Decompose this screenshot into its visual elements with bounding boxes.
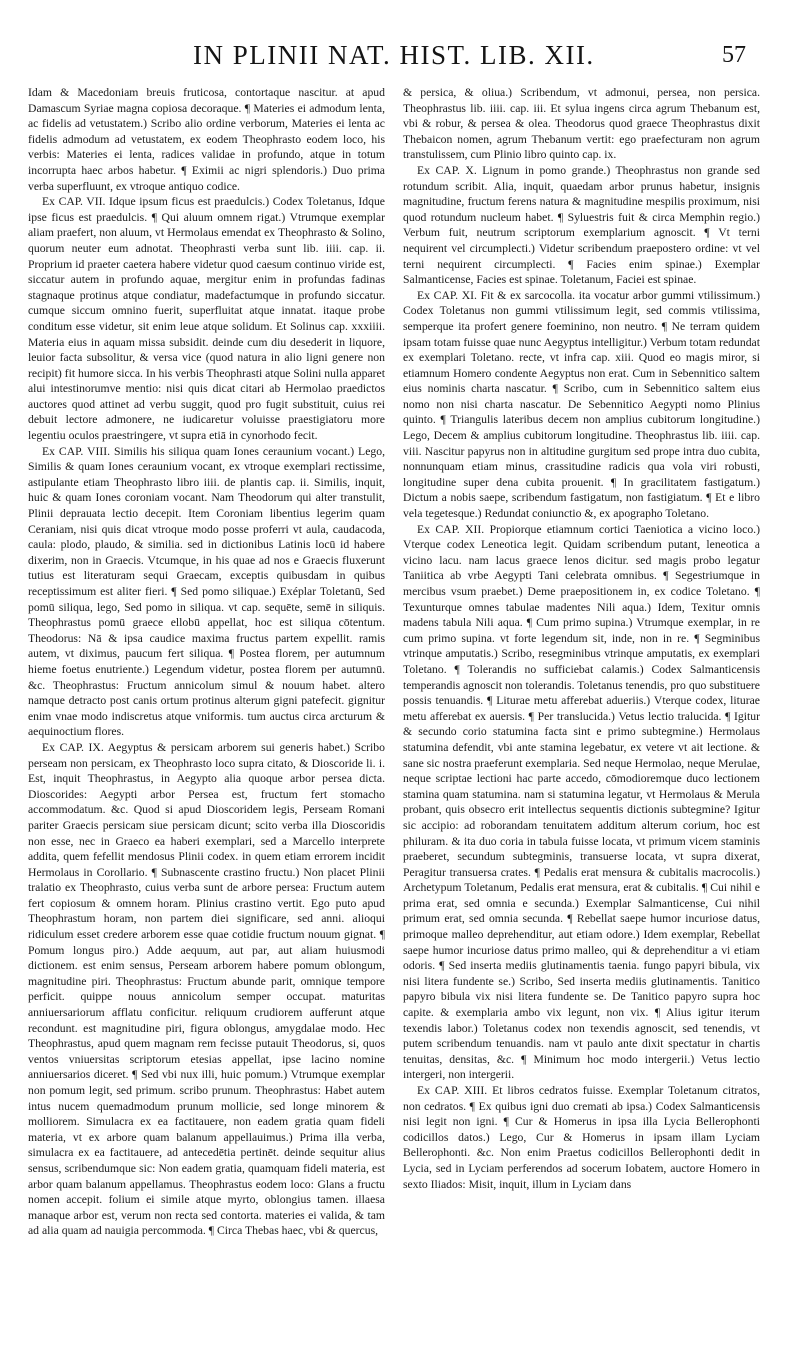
right-column [403, 85, 760, 1350]
page-header [28, 0, 760, 79]
paragraph: Idam & Macedoniam breuis fruticosa, contortaque nascitur. at apud Damascum Syriae magna copiosa decoraque. ¶ Materies ei admodum lenta, ac fidelis ad vetustatem.) Scribo alio ordine verborum, Materies ei lenta ac fidelis admodum ad vetustatem, ex eodem Theophrasto eodem loco, his verbis: Materies ei lenta, radices validae in profundo, atque in totum incorrupta haec arbos habetur. ¶ Eximii ac nigri splendoris.) Duo prima verba superfluunt, ex vtroque antiquo codice. [28, 86, 385, 193]
left-column [28, 85, 385, 1350]
paragraph-cap-xii: Ex CAP. XII. Propiorque etiamnum cortici Taeniotica a vicino loco.) Vterque codex Leneotica legit. Quidam scribendum putant, leneotica a vicino lacu. nam lacus graece lenos dicitur. sed magis probo legatur Taniitica ab vrbe Aegypti Tani celebrata omnibus. ¶ Segestriumque in mercibus vsum praebet.) Deme praepositionem in, ex codice Toletano. ¶ Texunturque omnes tabulae madentes Nili aqua.) Idem, Texitur omnis madens tabula Nili aqua. ¶ Cum primo supina.) Vtrumque exemplar, in re cum primo supina. vt forte legendum sit, inde, non in re. ¶ Segminibus vtrinque amputatis.) Scribo, resegminibus vtrinque amputatis, ex exemplari Toletano. ¶ Tolerandis no sufficiebat calamis.) Codex Salmanticensis temperandis agnoscit non tolerandis. Toletanus tenendis, pro quo substituere possis tenuandis. ¶ Liturae metu afferebat adueriis.) Vterque codex, liturae metu afferebat ex auersis. ¶ Per translucida.) Vetus lectio tralucida. ¶ Igitur & secundo corio statumina facta sint e primo subtegmine.) Hermolaus statumina defendit, vbi ante stamina legebatur, ex vetere vt ait lectione. & sane sic nostra praeferunt exemplaria. Sed neque Hermolao, neque Merulae, neque scriptae lectioni hac parte accedo, cōmodioremque duco lectionem stamina quam statumina. nam si statumina legatur, vt Hermolaus & Merula probant, quis obsecro erit intellectus sequentis dictionis subtegmine? Igitur sic accipio: ad roborandam tenuitatem additum alterum corium, hoc est philuram. & ita duo coria in tabula fuisse locata, vt primum vicem staminis praeberet, secundum subtegminis, transuerse locata, vt supra dixerat, Peragitur transuersa crates. ¶ Pedalis erat mensura & cubitalis macrocolis.) Archetypum Toletanum, Pedalis erat mensura, erat & cubitalis. ¶ Cui nihil e prima erat, sed omnia e secunda.) Exemplar Salmanticense, Cui nihil primum erat, sed omnia secunda. ¶ Rebellat saepe humor incuriose datus, primoque malleo deprehenditur, aut etiam odore.) Idem exemplar, Rebellat saepe humor incuriose datus primo malleo, qui & deprehenditur a vi etiam odoris. ¶ Sed inserta mediis glutinamentis taenia. fungo papyri bibula, vix nisi litera fundente se.) Scribo, Sed inserta mediis glutinamentis. Tanitico papyro bibula vix nisi litera fundente se. De Tanitico papyro supra hoc capite. & exemplaria ambo vix legunt, non vix. ¶ Alius igitur iterum texendis labor.) Toletanus codex non texendis agnoscit, sed tenendis, vt putem scribendum tenuandis. nam vt paulo ante dixit spectatur in chartis tenuitas, densitas, &c. ¶ Minimum hoc modo intergerii.) Vetus lectio intergeri, non intergerii. [403, 522, 760, 1082]
running-head: IN PLINII NAT. HIST. LIB. XII. [193, 40, 595, 70]
text-columns [28, 85, 760, 1350]
paragraph-cap-xi: Ex CAP. XI. Fit & ex sarcocolla. ita vocatur arbor gummi vtilissimum.) Codex Toletanus non gummi vtilissimum legit, sed commis vtilissima, semperque ita profert genere foeminino, non neutro. ¶ Ne terram quidem ipsam totam fuisse quae nunc Aegyptus intelligitur.) Verbum totam redundat ex exemplari Toletano. recte, vt infra cap. xiii. Quod eo magis miror, si etiamnum Homero condente Aegyptus non erat. Cum in Sebennitico saltem eius nominis charta nascatur. ¶ Scribo, cum in Sebennitico saltem eius nomo non nisi charta nascatur. De Sebennitico Aegypti nomo Plinius quinto. ¶ Triangulis lateribus decem non amplius cubitorum longitudine.) Lego, Decem & amplius cubitorum longitudine. Theophrastus lib. iiii. cap. viii. Nascitur papyrus non in altitudine gurgitum sed prope intra duo cubita, nonnunquam etiam minus, crassitudine radicis qua vola viri robusti, longitudine super dena cubita prouenit. ¶ In gracilitatem fastigatum.) Dictum a nobis saepe, scribendum fastigatum, non fastigiatum. ¶ Et e libro vela tegetesque.) Redundat coniunctio &, ex apographo Toletano. [403, 288, 760, 521]
paragraph-cap-viii: Ex CAP. VIII. Similis his siliqua quam Iones ceraunium vocant.) Lego, Similis & quam Iones ceraunium vocant, ex vtroque exemplari rectissime, astipulante etiam Theophrasto libro iiii. de plantis cap. ii. Similis, inquit, huic & quam Iones coroniam vocant. Nam Theodorum qui alter transtulit, Plinii deprauata lectio decepit. Item Coroniam libentius legerim quam Ceraniam, nisi quis dicat vtroque modo posse proferri vt aula, caudacoda, caula: plodo, plaudo, & similia. sed in dictionibus Latinis locū id habere dixerim, non in Graecis. Vtcumque, in his quae ad nos e Graecis fluxerunt tutius est literaturam sequi Graecam, exceptis quibusdam in quibus receptissimum est aliter fieri. ¶ Sed pomo siliquae.) Exéplar Toletanū, Sed pomū siliqua, lego, Sed pomo in siliqua. vt cap. sequēte, semē in siliquis. Theophrastus pomū graece ellobū appellat, hoc est siliqua cōtentum. Theodorus: Nā & ipsa caudice maxima fructus partem expellit. ramis autem, vt diximus, paucum fert siliqua. ¶ Postea florem, per autumnum hieme foetus enutriente.) Legendum videtur, postea florem per autumnū. &c. Theophrastus: Fructum annicolum simul & nouum habet. altero namque detracto post canis ortum protinus alterum gigni patefecit. gignitur enim vnae modo indiscretus atque vniformis. tum auctus circa arcturum & aequinoctium flores. [28, 444, 385, 739]
paragraph-cap-xiii: Ex CAP. XIII. Et libros cedratos fuisse. Exemplar Toletanum citratos, non cedratos. ¶ Ex quibus igni duo cremati ab ipsa.) Codex Salmanticensis nisi legit non igni. ¶ Cur & Homerus in ipsa illa Lycia Bellerophonti codicillos datos.) Lego, Cur & Homerus in ipsam illam Lyciam Bellerophonti. &c. Non enim Praetus codicillos Bellerophonti dedit in Lycia, sed in Lyciam perferendos ad socerum Iobatem, auctore Homero in sexto Iliados: Misit, inquit, illum in Lyciam dans [403, 1084, 760, 1191]
page-number: 57 [722, 42, 746, 68]
paragraph: & persica, & oliua.) Scribendum, vt admonui, persea, non persica. Theophrastus lib. iiii. cap. iii. Et sylua ingens circa agrum Thebanum est, vbi & robur, & persea & olea. Theodorus quod graece Theophrastus dixit Thebaicon nomen, agrum Thebanum vertit: ego praefecturam non agrum transtulissem, cum Plinio libro quinto cap. ix. [403, 86, 760, 162]
paragraph-cap-vii: Ex CAP. VII. Idque ipsum ficus est praedulcis.) Codex Toletanus, Idque ipse ficus est praedulcis. ¶ Qui aluum omnem rigat.) Vtrumque exemplar aliam praefert, non aluum, vt Hermolaus emendat ex Theophrasto & Solino, quorum neuter eum adnotat. Theophrasti verba sunt lib. iiii. cap. ii. Proprium id praeter caetera habere videtur quod caesum continuo viride est, siccatur autem in profundo aquae, mergitur enim in profundas fadinas stagnaque protinus atque condiatur, madefactumque in profundo siccatur. cumque siccum omnino fuerit, superfluitat atque innatat. itaque probe conditum esse videtur, sit enim leue atque solidum. Et Solinus cap. xxxiiii. Materia eius in aquam missa subsidit. deinde cum diu desederit in liquore, leuior facta subsolitur, & versa vice (quod natura in alio ligni genere non recipit) fit humore sicca. In his verbis Theophrasti atque Solini nulla apparet alui intestinorumve mentio: nisi quis dicat citari ab Hermolao praedictos auctores quod attinet ad verbu suggit, quod pro fugit substituit, cuius rei debuit lectore admonere, ne iudicaretur voluisse praestigiatoru more legentiu oculos praestringere, vt supra etiā in cynorhodo fecit. [28, 195, 385, 443]
paragraph-cap-ix: Ex CAP. IX. Aegyptus & persicam arborem sui generis habet.) Scribo perseam non persicam, ex Theophrasto loco supra citato, & Dioscoride li. i. Est, inquit Theophrastus, in Aegypto alia quoque arbor persea dicta. Dioscorides: Aegypti arbor Persea est, fructum fert stomacho accommodatum. &c. Quod si apud Dioscoridem legis, Perseam Romani pariter Graecis persicam siue persicam dicunt; scito verba illa Dioscoridis non esse, nec in Graeco ea haberi exemplari, sed a Marcello interprete addita, quem fefellit mendosus Plinii codex. in quem etiam errorem incidit Hermolaus in Corollario. ¶ Subnascente crastino fructu.) Non placet Plinii tralatio ex Theophrasto, cuius verba sunt de arbore persea: Fructum autem fert copiosum & omnem horam. Plinius crastino vertit. Ego puto apud Theophrastum horam, non partem diei significare, sed anni. alioqui ridiculum esset credere arborem esse quae cotidie fructum nouum gignat. ¶ Pomum longus piro.) Adde aequum, aut par, aut aliam huiusmodi dictionem. est enim sensus, Perseam arborem habere pomum oblongum, magnitudine piri. Theophrastus: Fructum abunde parit, omnique tempore perficit. quippe nouus annicolum semper occupat. maturitas anniuersariorum afflatu conficitur. reliquum crudiorem aufferunt atque recondunt. est magnitudine piri, figura oblongus, amygdalae modo. Hec Theophrastus, apud quem magnam rem fecisse putauit Theodorus, si, quos ventos vniuersitas scriptorum etesias appellat, ipse lacino nomine anniuersarios diceret. ¶ Sed vbi nux illi, huic pomum.) Vtrumque exemplar non pomum legit, sed primum. scribo prunum. Theophrastus: Habet autem intus nucem quemadmodum prunum mollicie, sed longe minorem & molliorem. Simulacra ex ea factitauere, non eadem gratia quam fideli materia, vt ex arbore quam balanum appellauimus.) Prima illa verba, simulacra ex ea factitauere, ad antecedētia pertinēt. deinde sequitur alius sensus, scribendumque sic: Non eadem gratia, quamquam fideli materia, est arbor quam balanum appellamus. Theophrastus eodem loco: Glans a fructu nomen accepit. folium ei simile atque myrto, oblongius tamen. illaesa manaque arbor est, verum non recta sed contorta. materies ei valida, & tam ad alia quam ad nauigia percommoda. ¶ Circa Thebas haec, vbi & quercus, [28, 740, 385, 1238]
paragraph-cap-x: Ex CAP. X. Lignum in pomo grande.) Theophrastus non grande sed rotundum scribit. Alia, inquit, quaedam arbor prunus habetur, insignis magnitudine, fructum ferens natura & magnitudine mespilis proximum, nisi quod rotundum nucleum habet. ¶ Syluestris fuit & circa Memphin regio.) Verbum fuit, neutrum scriptorum exemplarium agnoscit. ¶ Vt terni nequirent vel circumplecti.) Videtur scribendum praepostero ordine: vt vel terni nequirent circumplecti. ¶ Facies enim spinae.) Exemplar Salmanticense, Facies est spinae. Toletanum, Faciei est spinae. [403, 163, 760, 287]
